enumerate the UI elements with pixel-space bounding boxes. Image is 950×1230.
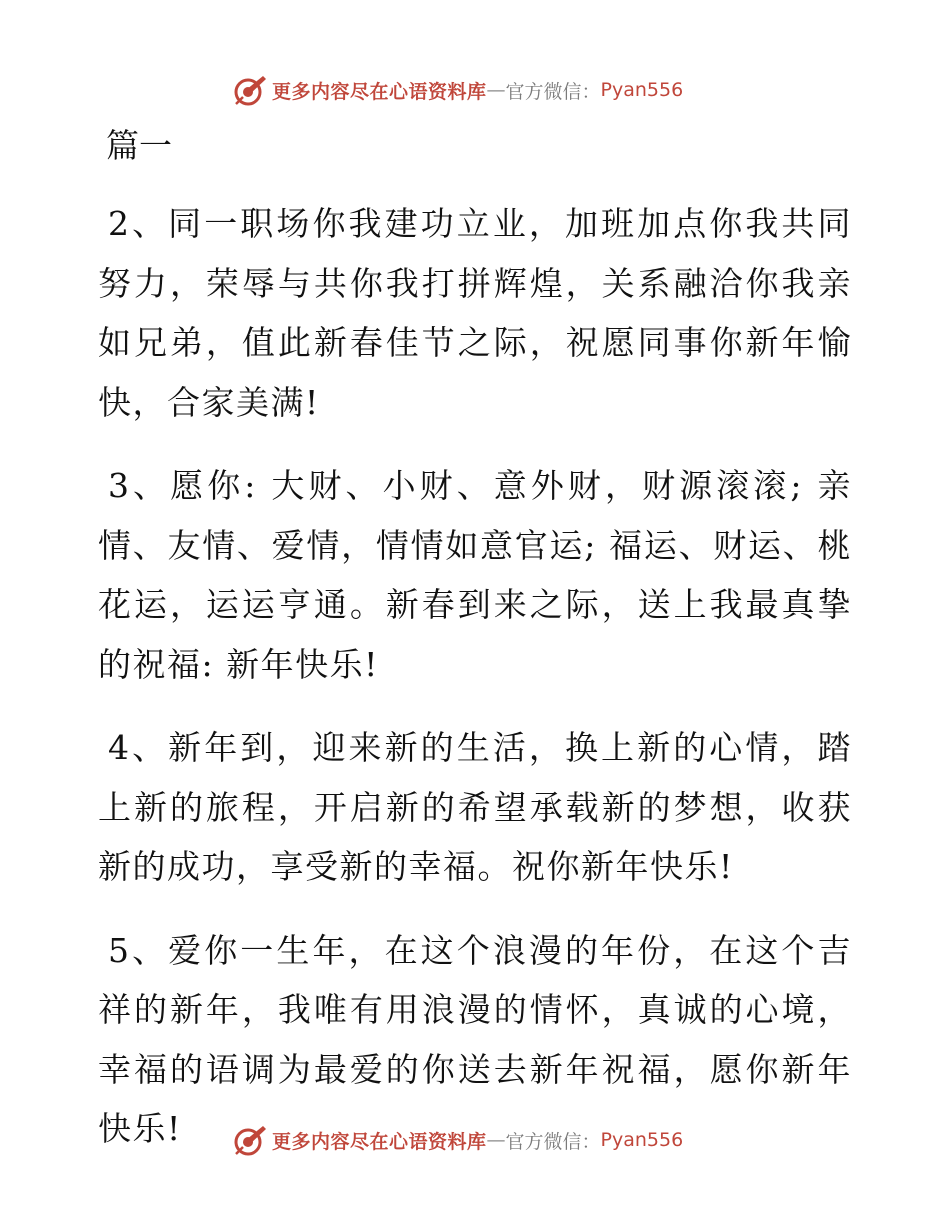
paragraph: 5、爱你一生年，在这个浪漫的年份，在这个吉祥的新年，我唯有用浪漫的情怀，真诚的心境，幸福的语调为最爱的你送去新年祝福，愿你新年快乐! xyxy=(98,930,852,1148)
article-body xyxy=(98,194,852,1183)
pen-circle-logo-icon xyxy=(232,73,268,107)
paragraph: 4、新年到，迎来新的生活，换上新的心情，踏上新的旅程，开启新的希望承载新的梦想，收获新的成功，享受新的幸福。祝你新年快乐! xyxy=(98,728,852,886)
footer-wechat-id: Pyan556 xyxy=(600,1129,684,1151)
header-wechat-id: Pyan556 xyxy=(600,79,684,101)
header-banner xyxy=(232,72,752,108)
footer-banner-separator: — xyxy=(486,1129,506,1151)
footer-wechat-label: 官方微信： xyxy=(505,1130,601,1153)
header-banner-text: 更多内容尽在心语资料库 xyxy=(272,80,487,103)
footer-banner xyxy=(232,1122,752,1158)
pen-circle-logo-icon xyxy=(232,1123,268,1157)
header-wechat-label: 官方微信： xyxy=(505,80,601,103)
footer-banner-text: 更多内容尽在心语资料库 xyxy=(272,1130,487,1153)
paragraph: 3、愿你: 大财、小财、意外财，财源滚滚; 亲情、友情、爱情，情情如意官运; 福运、财运、桃花运，运运亨通。新春到来之际，送上我最真挚的祝福: 新年快乐! xyxy=(98,466,852,684)
header-banner-separator: — xyxy=(486,79,506,101)
paragraph: 2、同一职场你我建功立业，加班加点你我共同努力，荣辱与共你我打拼辉煌，关系融洽你我亲如兄弟，值此新春佳节之际，祝愿同事你新年愉快，合家美满! xyxy=(98,204,852,422)
section-heading: 篇一 xyxy=(106,126,172,165)
